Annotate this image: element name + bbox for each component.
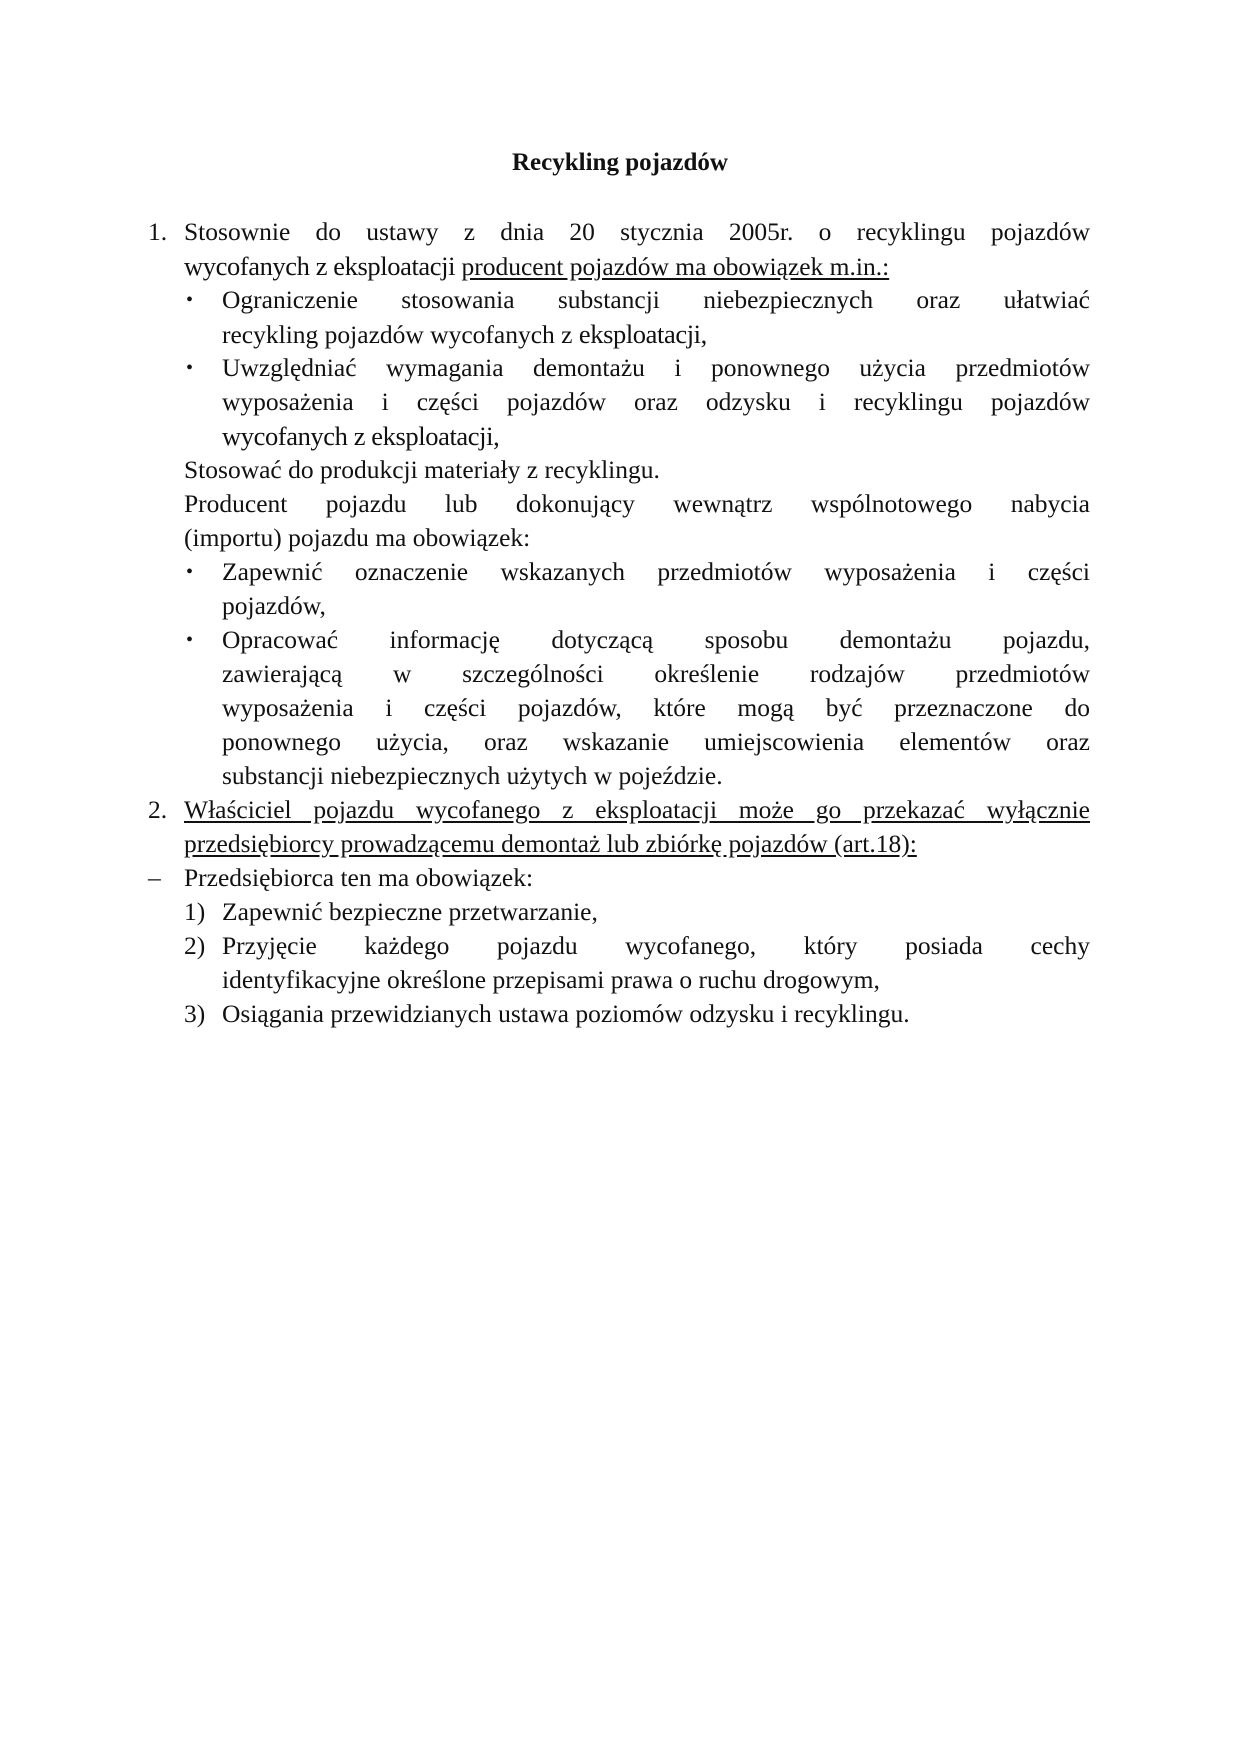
text-line: Przyjęcie każdego pojazdu wycofanego, który posiada cechy [222, 931, 1090, 960]
text-line: Ograniczenie stosowania substancji niebezpiecznych oraz ułatwiać [222, 285, 1090, 314]
text-line: Stosować do produkcji materiały z recyklingu. [184, 455, 660, 484]
text-line: zawierającą w szczególności określenie rodzajów przedmiotów [222, 659, 1090, 688]
text-line: Opracować informację dotyczącą sposobu demontażu pojazdu, [222, 625, 1090, 654]
list-number: 2. [148, 795, 168, 824]
text-line: ponownego użycia, oraz wskazanie umiejscowienia elementów oraz [222, 727, 1090, 756]
text-line: Zapewnić oznaczenie wskazanych przedmiotów wyposażenia i części [222, 557, 1090, 586]
text-line: (importu) pojazdu ma obowiązek: [184, 523, 531, 552]
list-number: 1) [184, 897, 206, 926]
text-line: pojazdów, [222, 591, 326, 620]
underlined-heading-line: Właściciel pojazdu wycofanego z eksploatacji może go przekazać wyłącznie [184, 795, 1090, 824]
text-line: wyposażenia i części pojazdów, które mogą być przeznaczone do [222, 693, 1090, 722]
underlined-text: producent pojazdów ma obowiązek m.in.: [461, 252, 890, 281]
text-fragment: wycofanych z eksploatacji [184, 251, 456, 281]
text-line: Uwzględniać wymagania demontażu i ponownego użycia przedmiotów [222, 353, 1090, 382]
document-title: Recykling pojazdów [512, 149, 728, 176]
document-body [0, 215, 1240, 1031]
text-line: wycofanych z eksploatacji, [222, 421, 500, 451]
text-line: substancji niebezpiecznych użytych w pojeździe. [222, 761, 723, 790]
bullet-icon: • [186, 561, 194, 583]
text-line: Zapewnić bezpieczne przetwarzanie, [222, 897, 598, 926]
text-line: Stosownie do ustawy z dnia 20 stycznia 2005r. o recyklingu pojazdów [184, 217, 1090, 246]
text-line: Osiągania przewidzianych ustawa poziomów odzysku i recyklingu. [222, 999, 910, 1028]
bullet-icon: • [186, 629, 194, 651]
list-number: 1. [148, 217, 168, 246]
text-line: Przedsiębiorca ten ma obowiązek: [184, 863, 534, 892]
list-number: 2) [184, 931, 206, 960]
text-line: Producent pojazdu lub dokonujący wewnątrz wspólnotowego nabycia [184, 489, 1090, 518]
text-line: identyfikacyjne określone przepisami prawa o ruchu drogowym, [222, 965, 880, 994]
underlined-heading-line: przedsiębiorcy prowadzącemu demontaż lub zbiórkę pojazdów (art.18): [184, 829, 917, 858]
bullet-icon: • [186, 289, 194, 311]
text-fragment: recykling pojazdów wycofanych z [222, 320, 573, 349]
list-number: 3) [184, 999, 206, 1028]
bullet-icon: • [186, 357, 194, 379]
text-fragment: eksploatacji, [578, 319, 707, 349]
text-line: wyposażenia i części pojazdów oraz odzysku i recyklingu pojazdów [222, 387, 1090, 416]
dash-marker: – [148, 863, 161, 892]
